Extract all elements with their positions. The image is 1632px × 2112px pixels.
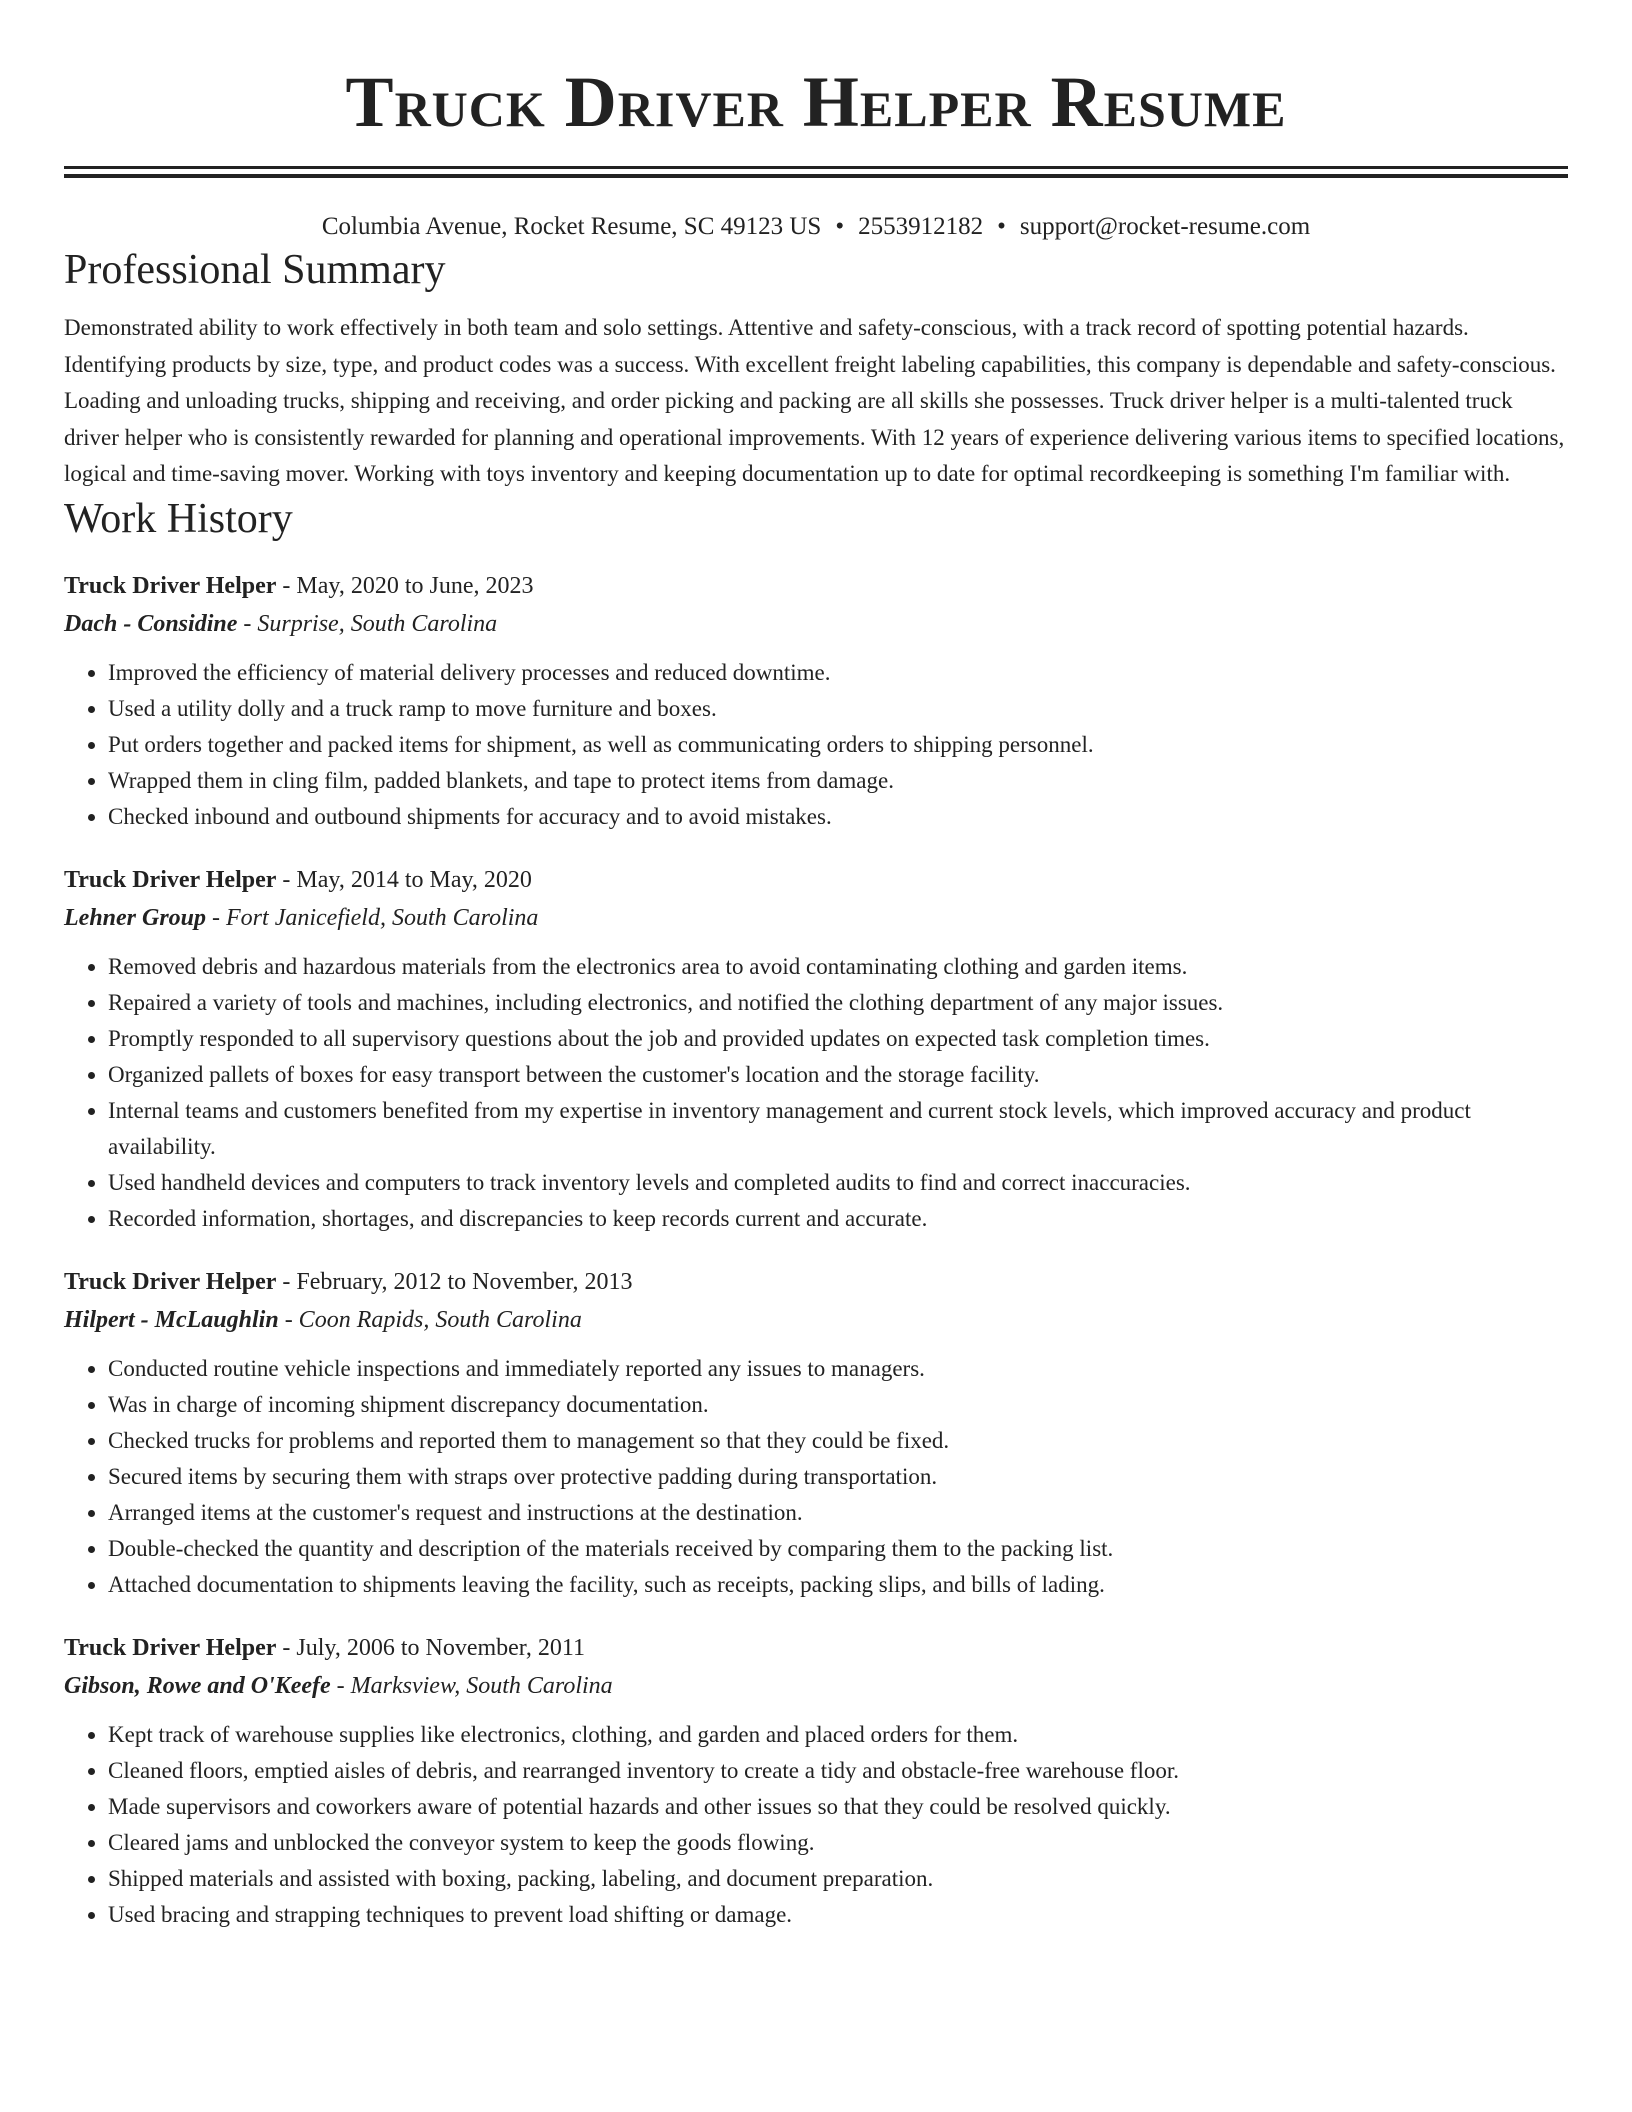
job-company: Lehner Group (64, 904, 207, 931)
job-duty: • Secured items by securing them with straps over protective padding during transportation. (108, 1459, 1568, 1495)
job-title: Truck Driver Helper (64, 572, 277, 599)
job-duties-list (64, 1717, 1568, 1933)
job-duty: • Double-checked the quantity and description of the materials received by comparing them to the packing list. (108, 1531, 1568, 1567)
contact-line (64, 210, 1568, 244)
job-company-line (64, 1301, 1568, 1339)
job-title: Truck Driver Helper (64, 1634, 277, 1661)
job-duty: • Arranged items at the customer's request and instructions at the destination. (108, 1495, 1568, 1531)
job-location: - Fort Janicefield, South Carolina (206, 904, 539, 931)
job-location: - Coon Rapids, South Carolina (278, 1306, 582, 1333)
job-dates: - May, 2014 to May, 2020 (276, 866, 532, 893)
resume-page (64, 0, 1568, 1933)
job-title-line (64, 861, 1568, 899)
job-company: Hilpert - McLaughlin (64, 1306, 279, 1333)
job-duty: • Cleaned floors, emptied aisles of debris, and rearranged inventory to create a tidy and obstacle-free warehouse floor. (108, 1753, 1568, 1789)
job-location: - Marksview, South Carolina (330, 1672, 613, 1699)
job-duties-list (64, 655, 1568, 835)
summary-heading: Professional Summary (64, 247, 446, 293)
job-duty: • Was in charge of incoming shipment discrepancy documentation. (108, 1387, 1568, 1423)
job-duty: • Checked trucks for problems and reported them to management so that they could be fixed. (108, 1423, 1568, 1459)
contact-separator: • (997, 213, 1006, 240)
job-duties-list (64, 949, 1568, 1237)
contact-separator: • (835, 213, 845, 240)
job-duty: • Wrapped them in cling film, padded blankets, and tape to protect items from damage. (108, 763, 1568, 799)
job-dates: - July, 2006 to November, 2011 (276, 1634, 585, 1661)
job-company-line (64, 605, 1568, 643)
job-duty: • Organized pallets of boxes for easy transport between the customer's location and the storage facility. (108, 1057, 1568, 1093)
title-divider-bottom (64, 174, 1568, 178)
job-entry (64, 567, 1568, 835)
job-duty: • Improved the efficiency of material delivery processes and reduced downtime. (108, 655, 1568, 691)
job-duty: • Used handheld devices and computers to track inventory levels and completed audits to find and correct inaccuracies. (108, 1165, 1568, 1201)
job-duty: • Used a utility dolly and a truck ramp to move furniture and boxes. (108, 691, 1568, 727)
job-duty: • Promptly responded to all supervisory questions about the job and provided updates on expected task completion times. (108, 1021, 1568, 1057)
job-entry (64, 1263, 1568, 1603)
job-duties-list (64, 1351, 1568, 1603)
job-duty: • Kept track of warehouse supplies like electronics, clothing, and garden and placed orders for them. (108, 1717, 1568, 1753)
job-entry (64, 861, 1568, 1237)
job-duty: • Put orders together and packed items for shipment, as well as communicating orders to shipping personnel. (108, 727, 1568, 763)
job-title-line (64, 1263, 1568, 1301)
job-company-line (64, 899, 1568, 937)
job-company: Gibson, Rowe and O'Keefe (64, 1672, 331, 1699)
job-title-line (64, 1629, 1568, 1667)
job-duty: • Recorded information, shortages, and discrepancies to keep records current and accurate. (108, 1201, 1568, 1237)
job-duty: • Shipped materials and assisted with boxing, packing, labeling, and document preparation. (108, 1861, 1568, 1897)
job-duty: • Used bracing and strapping techniques to prevent load shifting or damage. (108, 1897, 1568, 1933)
work-history-heading: Work History (64, 495, 293, 542)
title-divider-top (64, 166, 1568, 169)
contact-phone: 2553912182 (858, 213, 984, 240)
job-duty: • Checked inbound and outbound shipments for accuracy and to avoid mistakes. (108, 799, 1568, 835)
job-dates: - February, 2012 to November, 2013 (276, 1268, 633, 1295)
job-duty: • Repaired a variety of tools and machines, including electronics, and notified the clothing department of any major issues. (108, 985, 1568, 1021)
job-entry (64, 1629, 1568, 1933)
job-dates: - May, 2020 to June, 2023 (276, 572, 534, 599)
job-title: Truck Driver Helper (64, 1268, 277, 1295)
job-duty: • Made supervisors and coworkers aware of potential hazards and other issues so that they could be resolved quickly. (108, 1789, 1568, 1825)
job-duty: • Internal teams and customers benefited from my expertise in inventory management and current stock levels, which improved accuracy and product availability. (108, 1093, 1568, 1165)
job-duty: • Cleared jams and unblocked the conveyor system to keep the goods flowing. (108, 1825, 1568, 1861)
job-company-line (64, 1667, 1568, 1705)
job-title: Truck Driver Helper (64, 866, 277, 893)
job-company: Dach - Considine (64, 610, 238, 637)
contact-email: support@rocket-resume.com (1019, 213, 1311, 240)
contact-address: Columbia Avenue, Rocket Resume, SC 49123 US (321, 213, 822, 240)
resume-title: Truck Driver Helper Resume (345, 62, 1287, 142)
job-duty: • Attached documentation to shipments leaving the facility, such as receipts, packing slips, and bills of lading. (108, 1567, 1568, 1603)
job-duty: • Conducted routine vehicle inspections and immediately reported any issues to managers. (108, 1351, 1568, 1387)
job-title-line (64, 567, 1568, 605)
summary-text: Demonstrated ability to work effectively in both team and solo settings. Attentive and safety-conscious, with a track record of spotting potential hazards. Identifying products by size, type, and product codes was a success. With excellent freight labeling capabilities, this company is dependable and safety-conscious. Loading and unloading trucks, shipping and receiving, and order picking and packing are all skills she possesses. Truck driver helper is a multi-talented truck driver helper who is consistently rewarded for planning and operational improvements. With 12 years of experience delivering various items to specified locations, logical and time-saving mover. Working with toys inventory and keeping documentation up to date for optimal recordkeeping is something I'm familiar with. (64, 315, 1565, 486)
job-duty: • Removed debris and hazardous materials from the electronics area to avoid contaminating clothing and garden items. (108, 949, 1568, 985)
job-location: - Surprise, South Carolina (237, 610, 498, 637)
